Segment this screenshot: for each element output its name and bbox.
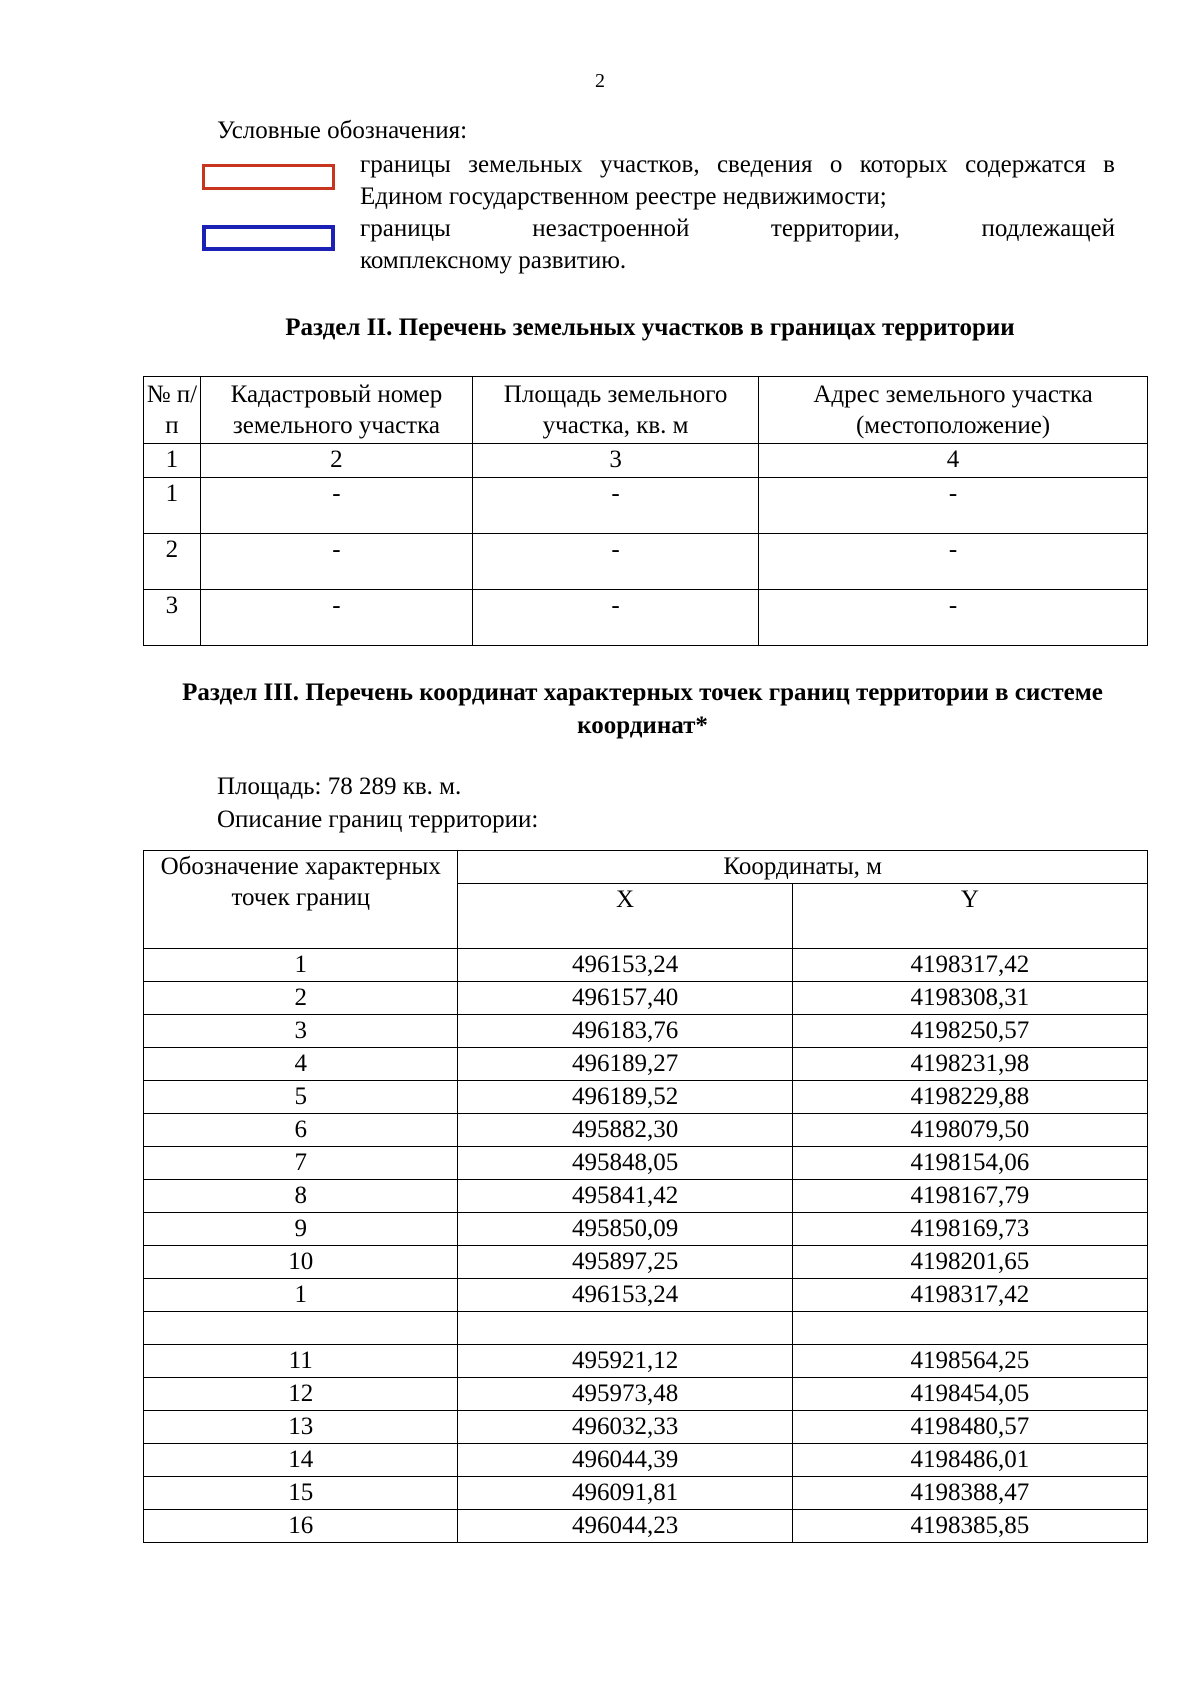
coords-header-row <box>144 851 1148 884</box>
table-row <box>144 478 1148 534</box>
table-row <box>144 1279 1148 1312</box>
y-cell: 4198317,42 <box>792 949 1147 982</box>
point-cell: 4 <box>144 1048 458 1081</box>
coords-body <box>144 949 1148 1543</box>
table-row <box>144 1246 1148 1279</box>
y-cell: 4198317,42 <box>792 1279 1147 1312</box>
legend-word: незастроенной <box>532 215 690 242</box>
y-cell: 4198169,73 <box>792 1213 1147 1246</box>
y-cell: 4198480,57 <box>792 1411 1147 1444</box>
y-cell: 4198201,65 <box>792 1246 1147 1279</box>
table-cell: - <box>473 590 759 646</box>
point-cell: 3 <box>144 1015 458 1048</box>
column-number: 3 <box>473 444 759 478</box>
table-row <box>144 1510 1148 1543</box>
table-cell: - <box>759 478 1148 534</box>
column-number: 1 <box>144 444 201 478</box>
boundary-description-label: Описание границ территории: <box>217 806 539 833</box>
point-cell: 5 <box>144 1081 458 1114</box>
point-cell: 15 <box>144 1477 458 1510</box>
x-cell: 496044,39 <box>458 1444 792 1477</box>
table-row <box>144 1015 1148 1048</box>
x-cell: 496157,40 <box>458 982 792 1015</box>
header-point: Обозначение характерных точек границ <box>144 851 458 949</box>
point-cell <box>144 1312 458 1345</box>
x-cell: 495897,25 <box>458 1246 792 1279</box>
legend-word: границы <box>360 215 451 242</box>
point-cell: 2 <box>144 982 458 1015</box>
legend-word: территории, <box>770 215 900 242</box>
table-row <box>144 1147 1148 1180</box>
table-row <box>144 982 1148 1015</box>
y-cell: 4198388,47 <box>792 1477 1147 1510</box>
parcels-table <box>143 376 1148 646</box>
legend-red-box <box>202 164 335 190</box>
table-cell: - <box>200 478 472 534</box>
point-cell: 11 <box>144 1345 458 1378</box>
section3-title: Раздел III. Перечень координат характерных точек границ территории в системе координат* <box>182 679 1103 739</box>
x-cell: 495973,48 <box>458 1378 792 1411</box>
header-address: Адрес земельного участка (местоположение) <box>759 377 1148 444</box>
legend-item-development-territory <box>360 213 1115 277</box>
table-cell: - <box>473 478 759 534</box>
y-cell: 4198229,88 <box>792 1081 1147 1114</box>
y-cell: 4198154,06 <box>792 1147 1147 1180</box>
table-row <box>144 1411 1148 1444</box>
table-row <box>144 590 1148 646</box>
header-cadastral-number: Кадастровый номер земельного участка <box>200 377 472 444</box>
column-number: 4 <box>759 444 1148 478</box>
x-cell: 496044,23 <box>458 1510 792 1543</box>
x-cell: 495921,12 <box>458 1345 792 1378</box>
section2-title: Раздел II. Перечень земельных участков в границах территории <box>285 314 1015 341</box>
point-cell: 7 <box>144 1147 458 1180</box>
point-cell: 6 <box>144 1114 458 1147</box>
header-coordinates: Координаты, м <box>458 851 1148 884</box>
table-row <box>144 1378 1148 1411</box>
legend-item-registered-parcels: границы земельных участков, сведения о которых содержатся в Едином государственном реестре недвижимости; <box>360 151 1115 210</box>
point-cell: 1 <box>144 1279 458 1312</box>
x-cell: 495848,05 <box>458 1147 792 1180</box>
table-row <box>144 949 1148 982</box>
point-cell: 16 <box>144 1510 458 1543</box>
table-row <box>144 1114 1148 1147</box>
y-cell: 4198250,57 <box>792 1015 1147 1048</box>
header-y: Y <box>792 884 1147 949</box>
table-row <box>144 534 1148 590</box>
coordinates-table <box>143 850 1148 1543</box>
legend-item-line-1 <box>360 213 1115 245</box>
x-cell: 496153,24 <box>458 1279 792 1312</box>
table-cell: - <box>759 534 1148 590</box>
table-cell: 1 <box>144 478 201 534</box>
column-number-row <box>144 444 1148 478</box>
point-cell: 1 <box>144 949 458 982</box>
point-cell: 12 <box>144 1378 458 1411</box>
x-cell: 496153,24 <box>458 949 792 982</box>
x-cell: 495850,09 <box>458 1213 792 1246</box>
header-area: Площадь земельного участка, кв. м <box>473 377 759 444</box>
page-number: 2 <box>595 70 605 92</box>
table-row <box>144 1180 1148 1213</box>
table-row <box>144 1444 1148 1477</box>
header-number: № п/п <box>144 377 201 444</box>
point-cell: 14 <box>144 1444 458 1477</box>
y-cell: 4198486,01 <box>792 1444 1147 1477</box>
x-cell: 495882,30 <box>458 1114 792 1147</box>
x-cell: 496091,81 <box>458 1477 792 1510</box>
column-number: 2 <box>200 444 472 478</box>
y-cell: 4198167,79 <box>792 1180 1147 1213</box>
point-cell: 8 <box>144 1180 458 1213</box>
header-x: X <box>458 884 792 949</box>
x-cell: 495841,42 <box>458 1180 792 1213</box>
x-cell: 496189,27 <box>458 1048 792 1081</box>
table-header-row <box>144 377 1148 444</box>
table-row <box>144 1048 1148 1081</box>
table-row <box>144 1213 1148 1246</box>
legend-word: подлежащей <box>981 215 1115 242</box>
y-cell: 4198385,85 <box>792 1510 1147 1543</box>
x-cell: 496189,52 <box>458 1081 792 1114</box>
legend-blue-box <box>202 225 335 251</box>
point-cell: 9 <box>144 1213 458 1246</box>
table-row <box>144 1345 1148 1378</box>
y-cell: 4198079,50 <box>792 1114 1147 1147</box>
x-cell: 496183,76 <box>458 1015 792 1048</box>
y-cell: 4198231,98 <box>792 1048 1147 1081</box>
legend-item-line-2: комплексному развитию. <box>360 247 627 274</box>
y-cell: 4198454,05 <box>792 1378 1147 1411</box>
x-cell: 496032,33 <box>458 1411 792 1444</box>
table-cell: - <box>473 534 759 590</box>
table-cell: 2 <box>144 534 201 590</box>
table-row <box>144 1081 1148 1114</box>
point-cell: 13 <box>144 1411 458 1444</box>
table-row <box>144 1477 1148 1510</box>
table-cell: 3 <box>144 590 201 646</box>
y-cell <box>792 1312 1147 1345</box>
point-cell: 10 <box>144 1246 458 1279</box>
x-cell <box>458 1312 792 1345</box>
legend-title: Условные обозначения: <box>217 117 468 144</box>
area-line: Площадь: 78 289 кв. м. <box>217 773 462 800</box>
y-cell: 4198308,31 <box>792 982 1147 1015</box>
table-row <box>144 1312 1148 1345</box>
y-cell: 4198564,25 <box>792 1345 1147 1378</box>
table-cell: - <box>759 590 1148 646</box>
table-cell: - <box>200 590 472 646</box>
table-cell: - <box>200 534 472 590</box>
